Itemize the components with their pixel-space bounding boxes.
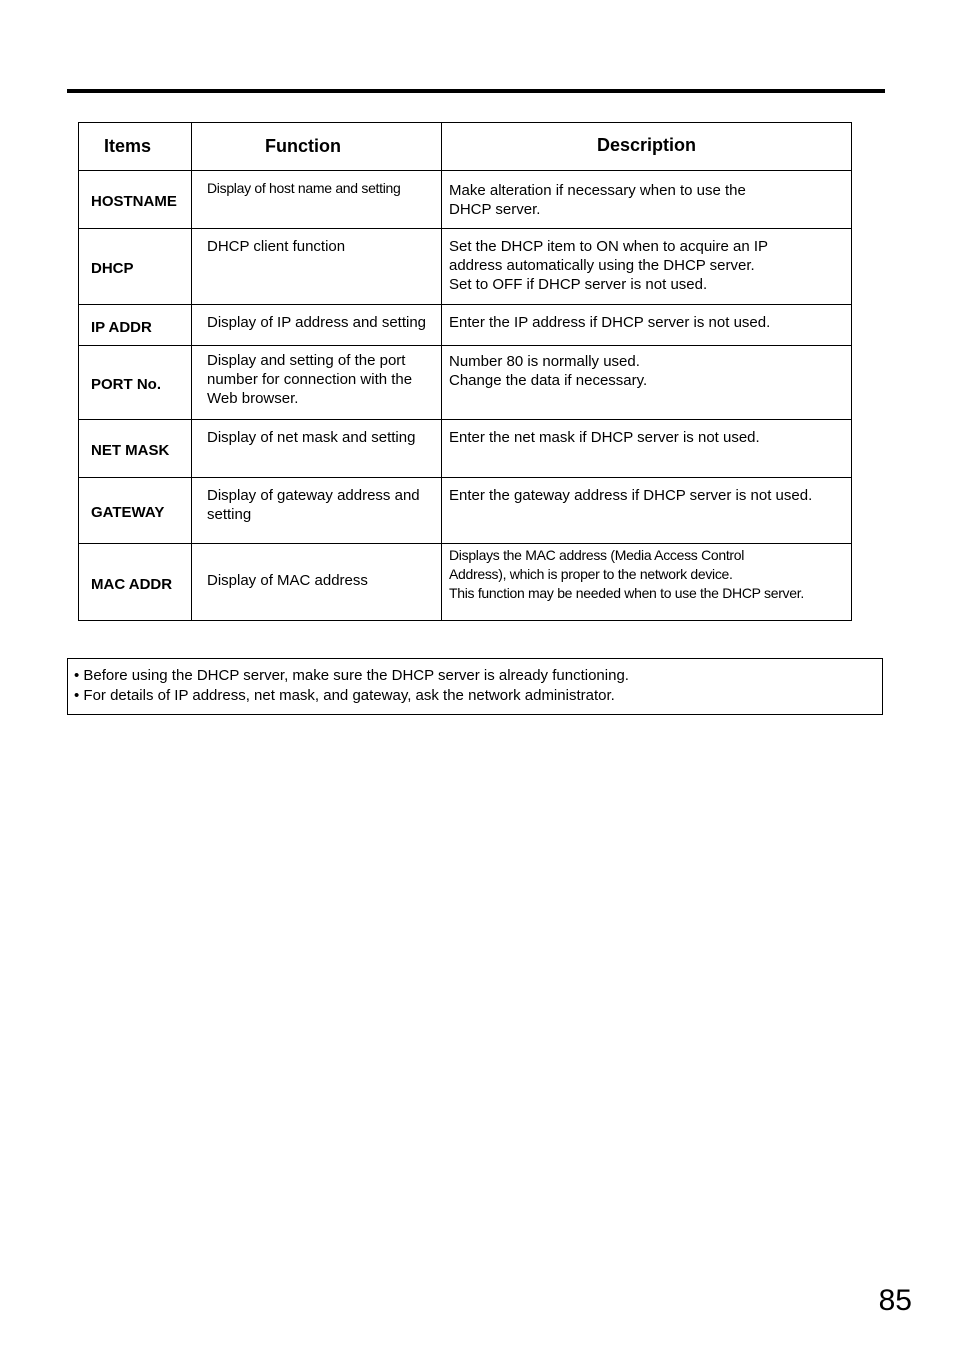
function-cell: Display and setting of the port number for connection with the Web browser. (192, 346, 442, 420)
header-description: Description (442, 123, 852, 171)
table-row (79, 346, 852, 420)
description-cell: Number 80 is normally used. Change the data if necessary. (442, 346, 852, 420)
table-header-row (79, 123, 852, 171)
item-cell: DHCP (79, 229, 192, 305)
function-cell: Display of IP address and setting (192, 305, 442, 346)
top-rule (67, 89, 885, 93)
description-cell: Enter the net mask if DHCP server is not used. (442, 420, 852, 478)
function-cell: Display of net mask and setting (192, 420, 442, 478)
description-cell: Displays the MAC address (Media Access Control Address), which is proper to the network device. This function may be needed when to use the DHCP server. (442, 544, 852, 621)
table-row (79, 229, 852, 305)
table-row (79, 305, 852, 346)
header-items: Items (79, 123, 192, 171)
function-cell: Display of gateway address and setting (192, 478, 442, 544)
settings-table (78, 122, 852, 621)
function-cell: Display of host name and setting (192, 171, 442, 229)
item-cell: MAC ADDR (79, 544, 192, 621)
function-cell: Display of MAC address (192, 544, 442, 621)
note-line: • For details of IP address, net mask, and gateway, ask the network administrator. (74, 687, 615, 704)
item-cell: IP ADDR (79, 305, 192, 346)
function-cell: DHCP client function (192, 229, 442, 305)
item-cell: PORT No. (79, 346, 192, 420)
table-row (79, 420, 852, 478)
note-line: • Before using the DHCP server, make sure the DHCP server is already functioning. (74, 667, 629, 684)
description-cell: Make alteration if necessary when to use the DHCP server. (442, 171, 852, 229)
table-row (79, 171, 852, 229)
item-cell: GATEWAY (79, 478, 192, 544)
item-cell: HOSTNAME (79, 171, 192, 229)
item-cell: NET MASK (79, 420, 192, 478)
table-row (79, 544, 852, 621)
description-cell: Enter the IP address if DHCP server is not used. (442, 305, 852, 346)
table-row (79, 478, 852, 544)
description-cell: Enter the gateway address if DHCP server is not used. (442, 478, 852, 544)
notes-box (67, 658, 883, 715)
page-number: 85 (878, 1284, 912, 1317)
description-cell: Set the DHCP item to ON when to acquire an IP address automatically using the DHCP server. Set to OFF if DHCP server is not used. (442, 229, 852, 305)
header-function: Function (192, 123, 442, 171)
